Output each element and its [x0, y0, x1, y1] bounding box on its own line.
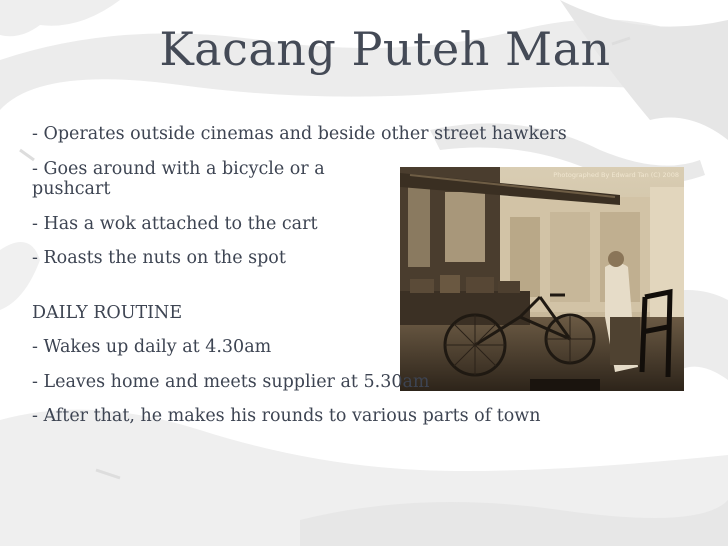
bullet-list — [32, 117, 712, 434]
bullet-roasts: - Roasts the nuts on the spot — [32, 248, 286, 268]
slide-title: Kacang Puteh Man — [159, 22, 611, 76]
bullet-wok: - Has a wok attached to the cart — [32, 213, 318, 234]
bullet-bicycle-line1: - Goes around with a bicycle or a — [32, 158, 325, 179]
bullet-rounds: - After that, he makes his rounds to various parts of town — [32, 406, 541, 426]
bullet-operates: - Operates outside cinemas and beside other street hawkers — [32, 124, 567, 144]
photo-credit-watermark: Photographed By Edward Tan (C) 2008 — [553, 171, 679, 179]
bullet-leaves-home: - Leaves home and meets supplier at 5.30am — [32, 371, 430, 392]
daily-routine-heading: DAILY ROUTINE — [32, 302, 183, 323]
bullet-bicycle-pushcart — [32, 152, 712, 207]
bullet-bicycle-line2: pushcart — [32, 178, 111, 199]
bullet-wakes: - Wakes up daily at 4.30am — [32, 337, 272, 357]
